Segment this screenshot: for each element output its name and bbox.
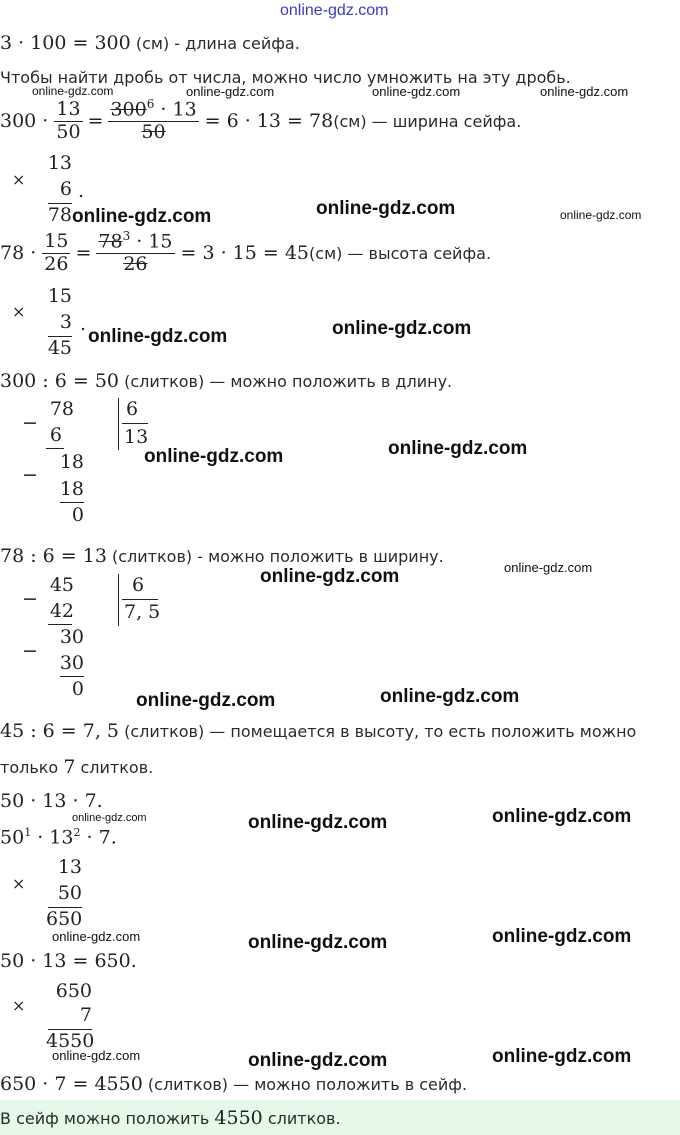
mult-sign: × [12,302,26,321]
final-line [0,1073,467,1095]
divisor: 6 [126,398,139,420]
width-count-text: (слитков) - можно положить в ширину. [106,547,444,566]
fraction-numerator: 13 [56,97,81,120]
quotient-line [122,423,148,424]
height-count2-post: слитков. [75,758,154,777]
height-count-expr: 45 : 6 = 7, 5 [0,720,120,742]
minus-sign: − [22,412,38,434]
width-text: (см) — ширина сейфа. [333,111,522,131]
height-calc-rest: = 3 · 15 = 45 [180,242,310,264]
mult-top: 13 [57,856,82,878]
answer-pre: В сейф можно положить [0,1109,215,1128]
height-count2-num: 7 [63,756,76,778]
factor: · 7. [80,826,117,849]
equals-sign: = [75,242,92,264]
product-650-line: 50 · 13 = 650. [0,950,137,972]
quotient: 13 [124,426,149,448]
watermark-small: online-gdz.com [32,84,114,98]
minus-sign: − [22,640,38,662]
length-count-expr: 300 : 6 = 50 [0,370,120,392]
mult-sign: × [12,170,26,189]
watermark: online-gdz.com [248,932,388,953]
minus-sign: − [22,464,38,486]
mult-top: 13 [47,152,72,174]
superscript: 6 [146,97,155,111]
factor: · 13 [31,826,74,849]
final-text: (слитков) — можно положить в сейф. [142,1075,468,1094]
watermark: online-gdz.com [260,566,400,587]
subtrahend: 18 [59,478,84,500]
fraction [54,99,82,144]
mult-dot: . [80,313,87,335]
watermark: online-gdz.com [388,438,528,459]
answer-num: 4550 [214,1107,263,1129]
mult-result: 650 [46,908,83,930]
length-line [0,32,300,54]
mult-result: 45 [47,337,72,359]
remainder: 0 [71,678,84,700]
equals-sign: = [87,110,104,132]
length-count-text: (слитков) — можно положить в длину. [119,372,453,391]
remainder: 0 [71,504,84,526]
mult-bottom: 3 [59,311,72,333]
product-line: 50 · 13 · 7. [0,790,103,812]
quotient-line [122,599,158,600]
watermark-top: online-gdz.com [280,2,389,19]
mult-result: 78 [47,204,72,226]
watermark: online-gdz.com [248,812,388,833]
subtrahend: 42 [49,600,74,622]
divisor: 6 [132,574,145,596]
fraction-numerator: 15 [44,229,69,252]
watermark: online-gdz.com [88,326,228,347]
struck-number: 300 [110,98,147,121]
order-mark: 2 [73,826,81,839]
height-count-line2 [0,756,153,778]
mult-bottom: 7 [79,1004,92,1026]
fraction-denominator: 50 [56,120,81,143]
watermark: online-gdz.com [72,206,212,227]
watermark: online-gdz.com [248,1050,388,1071]
height-count-line [0,720,636,742]
height-text: (см) — высота сейфа. [309,243,492,263]
division-bar [118,574,119,626]
mult-bottom: 6 [59,178,72,200]
width-calc-rest: = 6 · 13 = 78 [204,110,334,132]
watermark: online-gdz.com [492,1046,632,1067]
division-underline [60,676,84,677]
dividend: 45 [49,574,74,596]
answer-box [0,1100,680,1135]
factor: 50 [0,826,25,849]
watermark-small: online-gdz.com [72,812,147,824]
watermark: online-gdz.com [380,686,520,707]
height-count-text: (слитков) — помещается в высоту, то есть положить можно [119,722,637,741]
watermark-small: online-gdz.com [52,1048,141,1063]
watermark: online-gdz.com [492,806,632,827]
height-count2-pre: только [0,758,64,777]
width-count-expr: 78 : 6 = 13 [0,545,107,567]
height-calc-a: 78 · [0,242,37,264]
height-calc [0,230,491,276]
fraction-reduced [108,98,198,144]
fraction-numerator [96,230,174,253]
watermark-small: online-gdz.com [504,560,593,575]
fraction-denominator: 26 [44,252,69,275]
mult-sign: × [12,874,26,893]
mult-bottom: 50 [57,882,82,904]
numerator-rest: · 15 [130,230,173,253]
watermark: online-gdz.com [144,446,284,467]
product-line-marked [0,826,117,848]
length-count-line [0,370,452,392]
length-expr: 3 · 100 = 300 [0,32,131,54]
superscript: 3 [122,229,131,243]
division-underline [60,502,84,503]
struck-number: 78 [98,230,123,253]
fraction-reduced [96,230,174,276]
mult-top: 15 [47,285,72,307]
answer-text [0,1107,341,1129]
fraction-denominator [108,121,198,144]
rule-text: Чтобы найти дробь от числа, можно число умножить на эту дробь. [0,68,571,87]
answer-post: слитков. [262,1109,341,1128]
remainder: 18 [59,451,84,473]
quotient: 7, 5 [124,601,161,623]
minus-sign: − [22,588,38,610]
length-text: (см) - длина сейфа. [130,34,300,53]
watermark-small: online-gdz.com [372,84,461,99]
mult-dot: . [78,180,85,202]
fraction-numerator [108,98,198,121]
numerator-rest: · 13 [154,98,197,121]
width-count-line [0,545,444,567]
watermark: online-gdz.com [492,926,632,947]
watermark-small: online-gdz.com [186,84,275,99]
fraction-denominator [96,253,174,276]
fraction [42,231,70,276]
mult-sign: × [12,996,26,1015]
watermark-small: online-gdz.com [560,208,642,222]
mult-top: 650 [55,980,92,1002]
width-calc-a: 300 · [0,110,49,132]
remainder: 30 [59,626,84,648]
division-bar [118,398,119,450]
watermark: online-gdz.com [136,690,276,711]
dividend: 78 [49,398,74,420]
subtrahend: 6 [49,424,62,446]
watermark-small: online-gdz.com [540,84,629,99]
division-underline [48,624,72,625]
final-expr: 650 · 7 = 4550 [0,1073,143,1095]
watermark: online-gdz.com [316,198,456,219]
mult-result: 4550 [46,1030,95,1052]
struck-number: 50 [141,121,166,144]
division-underline [46,448,64,449]
width-calc [0,98,521,144]
order-mark: 1 [24,826,32,839]
struck-number: 26 [123,253,148,276]
watermark-small: online-gdz.com [52,929,141,944]
watermark: online-gdz.com [332,318,472,339]
subtrahend: 30 [59,652,84,674]
